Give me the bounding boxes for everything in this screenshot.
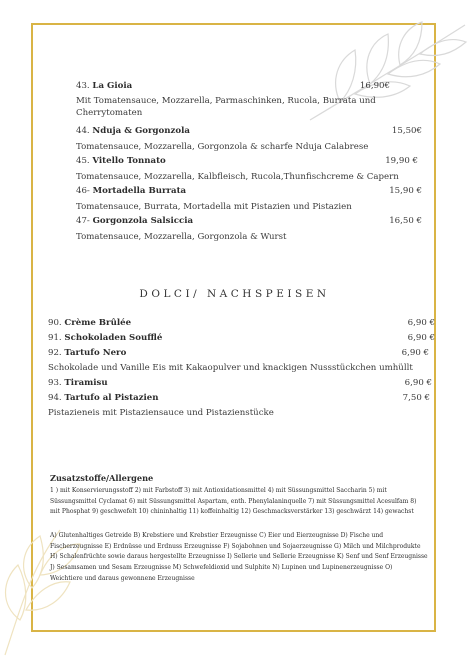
additives-line: 1 ) mit Konservierungsstoff 2) mit Farbstoff 3) mit Antioxidationsmittel 4) mit Süssungsmittel Saccharin 5) mit	[50, 487, 387, 494]
price-92: 6,90 €	[401, 348, 429, 358]
price-46: 15,90 €	[389, 186, 422, 196]
dolci-item-94: 94. Tartufo al Pistazien	[48, 393, 159, 403]
allergen-title: Zusatzstoffe/Allergene	[50, 473, 154, 483]
dolci-item-92: 92. Tartufo Nero	[48, 348, 127, 358]
allergen-line: A) Glutenhaltiges Getreide B) Krebstiere und Krebstier Erzeugnisse C) Eier und Eierzeugnisse D) Fische und	[50, 532, 384, 539]
desc-92: Schokolade und Vanille Eis mit Kakaopulver und knackigen Nussstückchen umhüllt	[48, 363, 413, 373]
menu-item-45: 45. Vitello Tonnato	[76, 156, 166, 166]
price-44: 15,50€	[391, 126, 422, 136]
dolci-item-91: 91. Schokoladen Soufflé	[48, 333, 163, 343]
allergen-line: H) Schalenfrüchte sowie daraus hergestellte Erzeugnisse I) Sellerie und Sellerie Erzeugnisse K) Senf und Senf Erzeugnisse	[50, 553, 428, 561]
desc-43: Mit Tomatensauce, Mozzarella, Parmaschinken, Rucola, Burrata und Cherrytomaten	[76, 96, 376, 118]
allergen-line: Fischerzeugnisse E) Erdnüsse und Erdnuss Erzeugnisse F) Sojabohnen und Sojaerzeugnisse G) Milch und Milchprodukte	[50, 542, 421, 550]
price-43: 16,90€	[359, 81, 390, 91]
additives-block	[50, 486, 435, 518]
dolci-item-90: 90. Crème Brûlée	[48, 318, 132, 328]
desc-45: Tomatensauce, Mozzarella, Kalbfleisch, Rucola,Thunfischcreme & Capern	[76, 172, 399, 182]
menu-item-44: 44. Nduja & Gorgonzola	[76, 126, 190, 136]
price-47: 16,50 €	[389, 216, 422, 226]
desc-46: Tomatensauce, Burrata, Mortadella mit Pistazien und Pistazien	[76, 202, 352, 212]
menu-item-46: 46- Mortadella Burrata	[76, 186, 187, 196]
dolci-item-93: 93. Tiramisu	[48, 378, 108, 388]
menu-item-43: 43. La Gioia	[76, 81, 133, 91]
allergens-block	[50, 531, 435, 585]
desc-94: Pistazieneis mit Pistaziensauce und Pistazienstücke	[48, 408, 274, 418]
allergen-line: J) Sesamsamen und Sesam Erzeugnisse M) Schwefeldioxid und Sulphite N) Lupinen und Lupinenerzeugnisse O)	[50, 564, 393, 572]
price-90: 6,90 €	[407, 318, 435, 328]
additives-line: Süssungsmittel Cyclamat 6) mit Süssungsmittel Aspartam, enth. Phenylalaninquelle 7) mit Süssungsmittel Acesulfam 8)	[50, 497, 417, 505]
allergen-line: Weichtiere und daraus gewonnene Erzeugnisse	[50, 574, 195, 582]
desc-44: Tomatensauce, Mozzarella, Gorgonzola & scharfe Nduja Calabrese	[76, 142, 369, 152]
menu-item-47: 47- Gorgonzola Salsiccia	[76, 216, 194, 226]
price-91: 6,90 €	[407, 333, 435, 343]
price-93: 6,90 €	[404, 378, 432, 388]
section-title-dolci: DOLCI/ NACHSPEISEN	[139, 288, 330, 300]
price-45: 19,90 €	[385, 156, 418, 166]
additives-line: mit Phosphat 9) geschwefelt 10) chininhaltig 11) koffeinhaltig 12) Geschmacksverstärker 13) geschwärzt 14) gewachst	[50, 508, 414, 516]
desc-47: Tomatensauce, Mozzarella, Gorgonzola & Wurst	[76, 232, 287, 242]
price-94: 7,50 €	[402, 393, 430, 403]
